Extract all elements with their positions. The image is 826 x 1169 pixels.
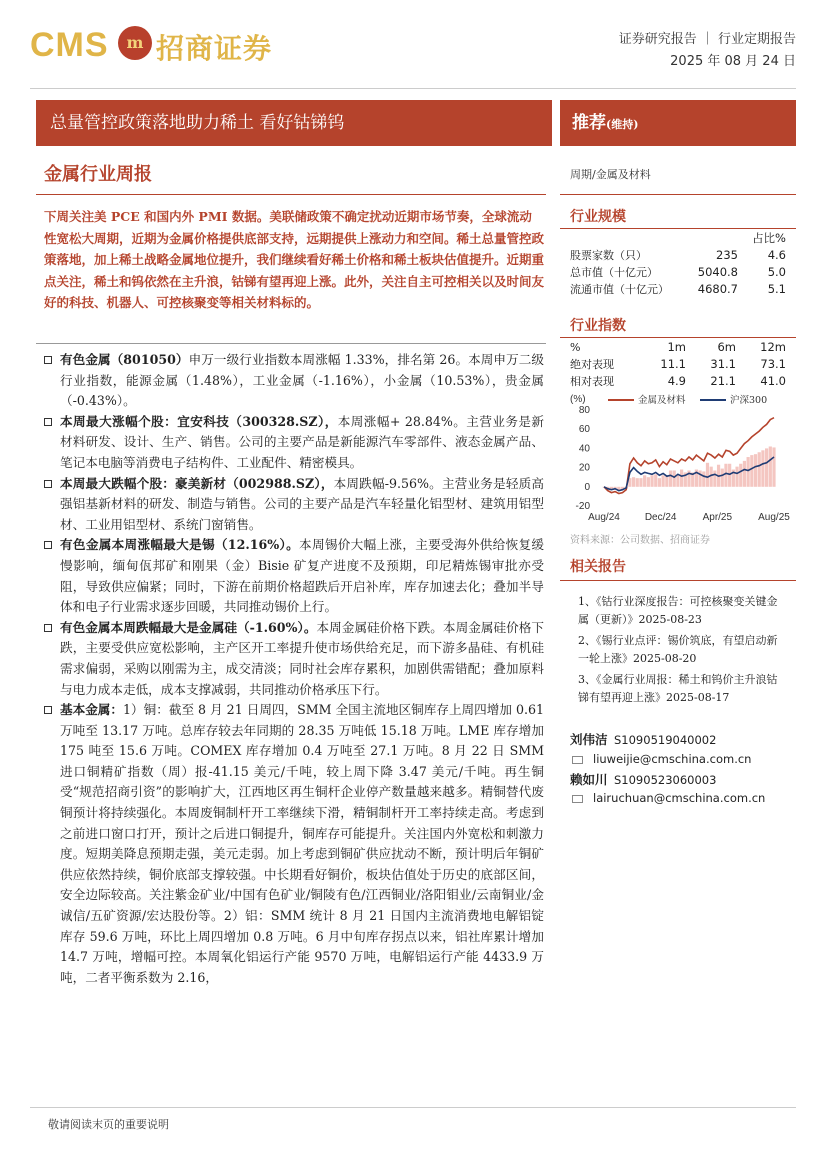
rating-note: (维持) (606, 118, 639, 131)
summary-divider (36, 343, 546, 344)
rating-box (560, 100, 796, 146)
y-tick-label: 20 (578, 462, 590, 474)
excess-bar (754, 454, 757, 487)
table-header: % 1m 6m 12m (570, 340, 786, 354)
excess-bar (743, 461, 746, 487)
report-type: 证券研究报告 ｜ 行业定期报告 (618, 32, 796, 47)
excess-bar (706, 463, 709, 487)
table-row (570, 264, 786, 281)
header-divider (30, 88, 796, 89)
author-name: 赖如川 (570, 772, 608, 787)
excess-bar (735, 467, 738, 487)
section-title: 金属行业周报 (44, 164, 152, 185)
excess-bar (702, 471, 705, 486)
author-entry (570, 730, 716, 748)
bullet-square-icon (44, 706, 52, 714)
mail-icon (572, 795, 583, 803)
bullet-item (44, 412, 544, 474)
chart-source: 资料来源：公司数据、招商证券 (570, 535, 710, 546)
bullet-text: 申万一级行业指数本周涨幅 1.33%，排名第 26。本周申万二级行业指数，能源金属（1.48%），工业金属（-1.16%），小金属（10.53%），贵金属（-0.43%）。 (60, 352, 545, 409)
excess-bar (647, 477, 650, 487)
rating-label: 推荐 (572, 113, 606, 133)
row-pct: 5.0 (767, 265, 786, 279)
related-reports (578, 593, 788, 710)
bullet-item (44, 350, 544, 412)
author-entry (570, 770, 716, 788)
excess-bar (765, 448, 768, 486)
footer-divider (30, 1107, 796, 1108)
excess-bar (769, 446, 772, 486)
summary-paragraph: 下周关注美 PCE 和国内外 PMI 数据。美联储政策不确定扰动近期市场节奏，全球流动性宽松大周期，近期为金属价格提供底部支持，远期提供上涨动力和空间。稀土总量管控政策落地，加上稀土战略金属地位提升，我们继续看好稀土价格和稀土板块估值提升。近期重点关注，稀土和钨依然在主升浪，钴锑有望再迎上涨。此外，关注自主可控相关以及时间友好的科技、机器人、可控核聚变等相关材料标的。 (44, 209, 545, 310)
x-tick-label: Aug/24 (588, 512, 620, 523)
legend-label: 金属及材料 (638, 395, 686, 406)
bullet-square-icon (44, 541, 52, 549)
index-heading: 行业指数 (570, 318, 626, 334)
bullet-square-icon (44, 418, 52, 426)
bullet-item (44, 618, 544, 700)
index-chart (568, 394, 790, 534)
excess-bar (658, 478, 661, 487)
bullet-bold: 基本金属： (60, 702, 124, 718)
related-heading: 相关报告 (570, 559, 626, 575)
report-date: 2025 年 08 月 24 日 (670, 54, 796, 69)
bullet-text: 本周锡价大幅上涨，主要受海外供给恢复缓慢影响，缅甸佤邦矿和刚果（金）Bisie 矿复产进度不及预期，印尼精炼锡审批亦受阻，导致供应偏紧；同时，下游在前期价格超跌后开启补库，库存加速去化；叠加半导体和电子行业需求逐步回暖，共同推动锡价上行。 (60, 537, 544, 615)
excess-bar (750, 455, 753, 487)
bullet-square-icon (44, 624, 52, 632)
excess-bar (643, 475, 646, 487)
related-report-item[interactable]: 3、《金属行业周报：稀土和钨价主升浪钴锑有望再迎上涨》2025-08-17 (578, 673, 778, 704)
footer-note: 敬请阅读末页的重要说明 (48, 1118, 169, 1131)
index-chart-svg (568, 394, 790, 534)
author-name: 刘伟洁 (570, 732, 608, 747)
table-row (570, 247, 786, 264)
excess-bar (680, 470, 683, 487)
excess-bar (758, 452, 761, 487)
excess-bar (639, 478, 642, 487)
row-label: 流通市值（十亿元） (570, 283, 669, 296)
bullet-item (44, 474, 544, 536)
table-row (570, 281, 786, 298)
row-value: 5040.8 (697, 265, 738, 279)
bullet-text: 本周跌幅-9.56%。主营业务是轻质高强铝基新材料的研发、制造与销售。公司的主要产品是汽车轻量化铝型材、建筑用铝型材、工业用铝型材、系统门窗销售。 (60, 475, 545, 532)
excess-bar (662, 475, 665, 487)
industry-category: 周期/金属及材料 (570, 168, 651, 181)
bullet-text: 本周金属硅价格下跌。本周金属硅价格下跌，主要受供应宽松影响，主产区开工率提升使市场供给充足，而下游多晶硅、有机硅需求偏弱，采购以刚需为主，成交清淡；同时社会库存累积，加剧供需错配；叠加原料与电力成本走低，成本支撑减弱，共同推动价格承压下行。 (60, 619, 544, 697)
legend-label: 沪深300 (730, 395, 768, 406)
excess-bar (632, 477, 635, 487)
row-label: 股票家数（只） (570, 249, 647, 262)
related-report-item[interactable]: 2、《锡行业点评：锡价筑底，有望启动新一轮上涨》2025-08-20 (578, 634, 778, 665)
related-report-item[interactable]: 1、《钴行业深度报告：可控核聚变关键金属（更新）》2025-08-23 (578, 595, 778, 626)
section-divider (36, 194, 546, 195)
index-table (570, 339, 786, 390)
table-row: 相对表现 4.9 21.1 41.0 (570, 374, 786, 388)
scale-heading: 行业规模 (570, 209, 626, 225)
author-id: S1090523060003 (614, 773, 717, 787)
bullet-square-icon (44, 356, 52, 364)
pct-header: 占比% (752, 231, 786, 245)
logo-company-name: 招商证券 (156, 32, 273, 65)
excess-bar (713, 470, 716, 486)
bullet-bold: 有色金属本周跌幅最大是金属硅（-1.60%）。 (60, 619, 317, 635)
y-tick-label: 60 (578, 424, 590, 436)
excess-bar (669, 470, 672, 486)
table-row: 绝对表现 11.1 31.1 73.1 (570, 357, 786, 371)
excess-bar (673, 470, 676, 486)
bullet-bold: 有色金属（801050） (60, 352, 189, 367)
sidebar-divider (560, 337, 796, 338)
bullet-bold: 本周最大跌幅个股：豪美新材（002988.SZ）， (60, 475, 334, 491)
row-value: 235 (716, 248, 738, 262)
row-value: 4680.7 (697, 282, 738, 296)
x-tick-label: Apr/25 (702, 512, 733, 523)
row-pct: 5.1 (767, 282, 786, 296)
bullet-text: 1）铜：截至 8 月 21 日周四，SMM 全国主流地区铜库存上周四增加 0.61 万吨至 13.17 万吨。总库存较去年同期的 28.35 万吨低 15.18 万吨。LME 库存增加 175 吨至 15.6 万吨。COMEX 库存增加 0.4 万吨至 27.1 万吨。8 月 22 日 SMM 进口铜精矿指数（周）报-41.15 美元/千吨，较上周下降 3.47 美元/千吨。再生铜受“规范招商引资”的影响扩大，江西地区再生铜杆企业停产数量越来越多。精铜替代废铜预计将持续强化。本周废铜制杆开工率继续下滑，精铜制杆开工率持续走高。考虑到之前进口窗口打开，预计之后进口铜提升，铜库存可能提升。关注国内外宽松和刺激力度。短期美降息预期走强，美元走弱。加上考虑到铜矿供应扰动不断，预计明后年铜矿供应依然持续，铜价底部支撑较强。中长期看好铜价，板块估值处于历史的底部区间，安全边际较高。关注紫金矿业/中国有色矿业/铜陵有色/江西铜业/洛阳钼业/云南铜业/金诚信/五矿资源/宏达股份等。2）铝：SMM 统计 8 月 21 日国内主流消费地电解铝锭库存 59.6 万吨，环比上周四增加 0.8 万吨。6 月中旬库存拐点以来，铝社库累计增加 14.7 万吨，增幅可控。本周氧化铝运行产能 9570 万吨，电解铝运行产能 4433.9 万吨，二者平衡系数为 2.16， (60, 702, 545, 985)
bullet-bold: 本周最大涨幅个股：宜安科技（300328.SZ）， (60, 413, 338, 429)
bullet-square-icon (44, 480, 52, 488)
bullet-item (44, 700, 544, 988)
excess-bar (654, 474, 657, 486)
excess-bar (636, 478, 639, 487)
x-tick-label: Dec/24 (644, 512, 677, 523)
excess-bar (728, 464, 731, 487)
bullet-text: 本周涨幅+ 28.84%。主营业务是新材料研发、设计、生产、销售。公司的主要产品是新能源汽车零部件、液态金属产品、笔记本电脑等消费电子结构件、工业配件、精密模具。 (60, 413, 545, 470)
excess-bar (747, 457, 750, 487)
row-label: 总市值（十亿元） (570, 266, 658, 279)
author-email[interactable]: lairuchuan@cmschina.com.cn (572, 791, 765, 805)
excess-bar (650, 475, 653, 487)
sidebar-divider (560, 580, 796, 581)
excess-bar (721, 469, 724, 487)
report-title: 总量管控政策落地助力稀土 看好钴锑钨 (36, 100, 552, 146)
author-email[interactable]: liuweijie@cmschina.com.cn (572, 752, 751, 766)
logo-badge-icon: m (118, 26, 152, 60)
x-tick-label: Aug/25 (758, 512, 790, 523)
scale-table (570, 230, 786, 298)
row-pct: 4.6 (767, 248, 786, 262)
bullet-bold: 有色金属本周涨幅最大是锡（12.16%）。 (60, 537, 300, 553)
excess-bar (676, 475, 679, 487)
y-tick-label: -20 (575, 501, 590, 512)
y-axis-label: (%) (570, 394, 586, 405)
author-id: S1090519040002 (614, 733, 717, 747)
body-text (44, 350, 544, 988)
mail-icon (572, 756, 583, 764)
bullet-item (44, 535, 544, 617)
y-tick-label: 80 (578, 405, 590, 416)
excess-bar (724, 464, 727, 487)
sidebar-divider (560, 194, 796, 195)
excess-bar (761, 450, 764, 486)
logo-cms-text: CMS (30, 26, 109, 64)
y-tick-label: 0 (584, 481, 590, 493)
excess-bar (739, 464, 742, 487)
excess-bar (772, 447, 775, 486)
y-tick-label: 40 (578, 443, 590, 455)
sidebar-divider (560, 228, 796, 229)
